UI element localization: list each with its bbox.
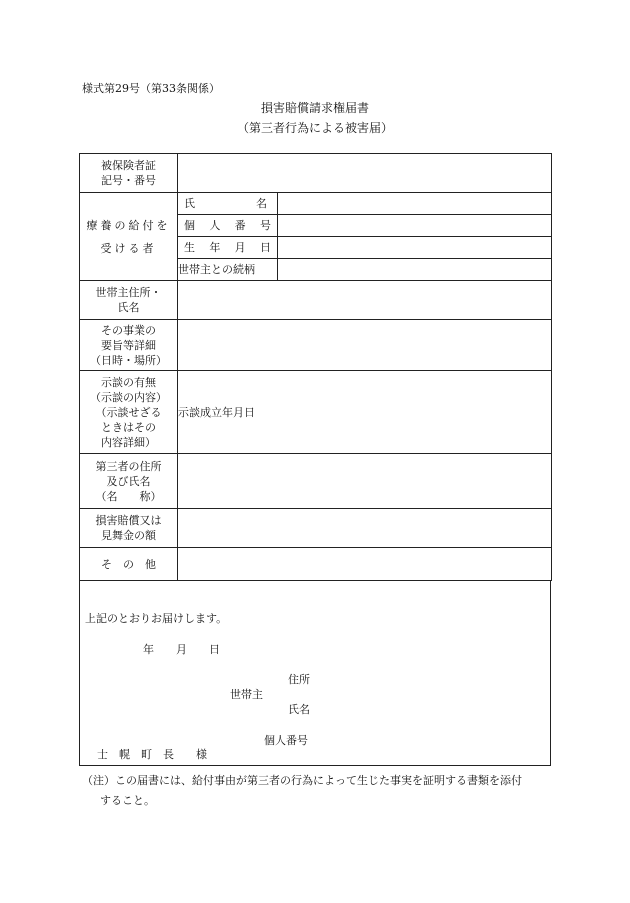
settlement-value[interactable] [178, 371, 552, 454]
row-settlement [80, 371, 552, 454]
other-value[interactable] [178, 548, 552, 581]
recipient-label: 療養の給付を 受ける者 [80, 193, 178, 281]
note-line-1: （注）この届書には、給付事由が第三者の行為によって生じた事実を証明する書類を添付 [82, 774, 522, 787]
row-compensation [80, 509, 552, 548]
address-label: 住所 [288, 673, 310, 686]
document-subtitle: （第三者行為による被害届） [236, 121, 393, 135]
addressee: 士 幌 町 長 様 [97, 748, 207, 761]
document-title: 損害賠償請求権届書 [260, 101, 369, 115]
note-line-2: すること。 [100, 794, 155, 807]
relationship-value[interactable] [278, 259, 552, 281]
householder-value[interactable] [178, 281, 552, 320]
signer-personal-number-label: 個人番号 [264, 734, 308, 747]
submission-date: 年 月 日 [143, 643, 220, 656]
third-party-value[interactable] [178, 454, 552, 509]
settlement-label: 示談の有無 （示談の内容） （示談せざる ときはその 内容詳細） [80, 371, 178, 454]
name-value[interactable] [278, 193, 552, 215]
birth-date-value[interactable] [278, 237, 552, 259]
insured-card-value[interactable] [178, 154, 552, 193]
row-other [80, 548, 552, 581]
claim-form-table [79, 153, 552, 581]
row-householder [80, 281, 552, 320]
relationship-sublabel: 世帯主との続柄 [178, 259, 278, 281]
householder-label: 世帯主住所・ 氏名 [80, 281, 178, 320]
declaration-statement: 上記のとおりお届けします。 [85, 612, 228, 625]
householder-sign-label: 世帯主 [230, 688, 263, 701]
personal-number-sublabel: 個 人 番 号 [178, 215, 278, 237]
birth-date-sublabel: 生 年 月 日 [178, 237, 278, 259]
signer-name-label: 氏名 [288, 703, 310, 716]
row-third-party [80, 454, 552, 509]
compensation-label: 損害賠償又は 見舞金の額 [80, 509, 178, 548]
row-recipient-name [80, 193, 552, 215]
insured-card-label: 被保険者証 記号・番号 [80, 154, 178, 193]
other-label: そ の 他 [80, 548, 178, 581]
row-insured-card [80, 154, 552, 193]
third-party-label: 第三者の住所 及び氏名 （名 称） [80, 454, 178, 509]
row-incident [80, 320, 552, 371]
compensation-value[interactable] [178, 509, 552, 548]
personal-number-value[interactable] [278, 215, 552, 237]
incident-label: その事業の 要旨等詳細 （日時・場所） [80, 320, 178, 371]
incident-value[interactable] [178, 320, 552, 371]
form-number: 様式第29号（第33条関係） [82, 82, 220, 95]
settlement-date-label: 示談成立年月日 [178, 405, 255, 419]
declaration-box [79, 580, 551, 766]
name-sublabel: 氏 名 [178, 193, 278, 215]
